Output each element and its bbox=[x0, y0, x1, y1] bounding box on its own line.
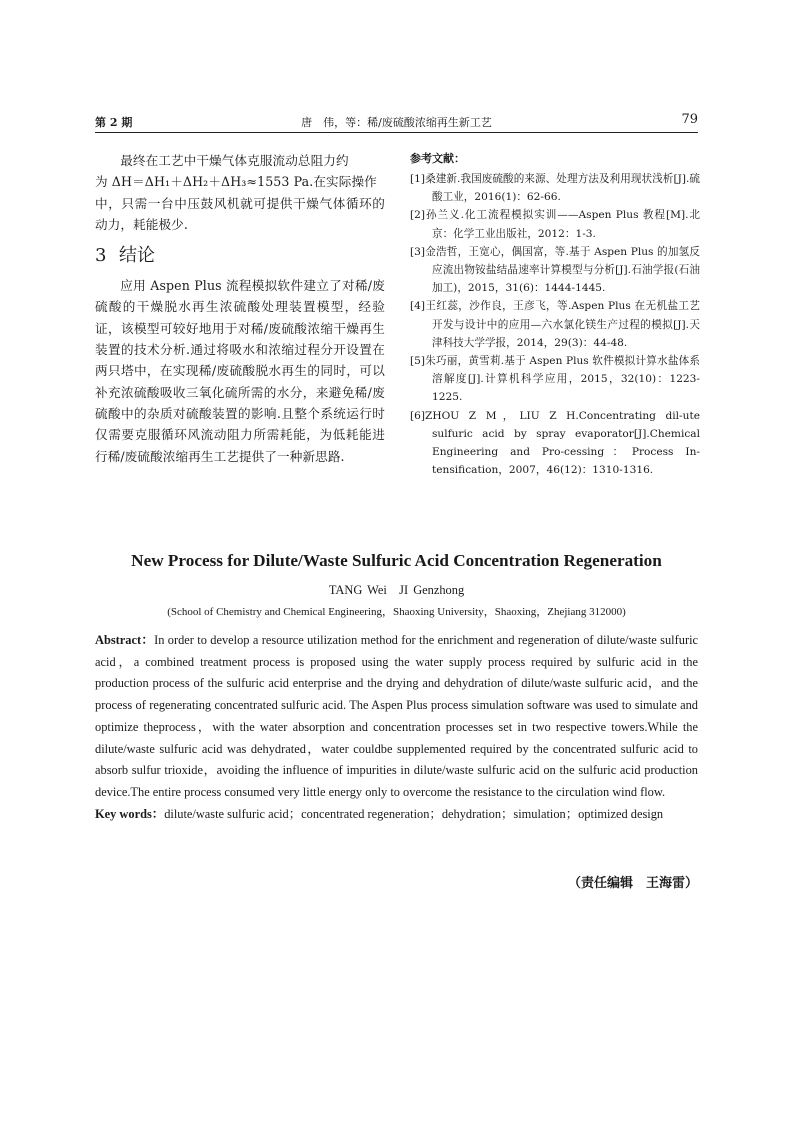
section-heading bbox=[95, 243, 385, 269]
abstract-paragraph bbox=[95, 630, 698, 804]
reference-item: [4]王红蕊，沙作良，王彦飞，等.Aspen Plus 在无机盐工艺开发与设计中的应用—六水氯化镁生产过程的模拟[J].天津科技大学学报，2014，29(3)：44-48. bbox=[410, 300, 700, 349]
english-title: New Process for Dilute/Waste Sulfuric Acid Concentration Regeneration bbox=[131, 551, 662, 570]
english-affiliation: (School of Chemistry and Chemical Engineering，Shaoxing University，Shaoxing，Zhejiang 312000) bbox=[167, 606, 626, 618]
reference-list bbox=[410, 170, 700, 479]
reference-item: [6]ZHOU Z M，LIU Z H.Concentrating dil-ute sulfuric acid by spray evaporator[J].Chemical Engineering and Pro-cessing：Process In-tensification，2007，46(12)：1310-1316. bbox=[410, 409, 700, 477]
paragraph-line: 最终在工艺中干燥气体克服流动总阻力约 bbox=[120, 153, 349, 168]
page-number: 79 bbox=[681, 112, 698, 127]
header-rule bbox=[95, 132, 698, 133]
keywords-label: Key words： bbox=[95, 806, 165, 821]
running-title: 唐 伟，等：稀/废硫酸浓缩再生新工艺 bbox=[301, 116, 492, 129]
page-header bbox=[95, 112, 698, 132]
section-title: 结论 bbox=[119, 245, 155, 267]
issue-label: 第 2 期 bbox=[95, 116, 133, 129]
english-authors: TANG Wei JI Genzhong bbox=[328, 583, 465, 597]
reference-item: [1]桑建新.我国废硫酸的来源、处理方法及利用现状浅析[J].硫酸工业，2016(1)：62-66. bbox=[410, 173, 700, 204]
abstract-label: Abstract： bbox=[95, 633, 155, 647]
reference-item: [5]朱巧丽，黄雪莉.基于 Aspen Plus 软件模拟计算水盐体系溶解度[J].计算机科学应用，2015，32(10)：1223-1225. bbox=[410, 355, 700, 404]
paragraph-text: 中，只需一台中压鼓风机就可提供干燥气体循环的动力，耗能极少. bbox=[95, 195, 385, 232]
formula-line: 为 ΔH＝ΔH₁＋ΔH₂＋ΔH₃≈1553 Pa.在实际操作 bbox=[95, 174, 377, 190]
keywords-paragraph bbox=[95, 804, 698, 826]
references-title: 参考文献： bbox=[410, 152, 465, 165]
editor-note: （责任编辑 王海雷） bbox=[567, 876, 698, 891]
reference-item: [2]孙兰义.化工流程模拟实训——Aspen Plus 教程[M].北京：化学工业出版社，2012：1-3. bbox=[410, 209, 700, 240]
section-number: 3 bbox=[95, 245, 107, 267]
reference-item: [3]金浩哲，王宽心，偶国富，等.基于 Aspen Plus 的加氢反应流出物铵盐结晶速率计算模型与分析[J].石油学报(石油加工)，2015，31(6)：1444-1445. bbox=[410, 245, 700, 295]
left-column bbox=[95, 150, 385, 467]
keywords-text: dilute/waste sulfuric acid；concentrated regeneration；dehydration；simulation；optimized design bbox=[164, 806, 664, 821]
abstract-text: In order to develop a resource utilization method for the enrichment and regeneration of dilute/waste sulfuric acid，a combined treatment process is proposed using the water supply process required by sulfuric acid in the production process of the sulfuric acid enterprise and the drying and dehydration of dilute/waste sulfuric acid，and the process of regenerating concentrated sulfuric acid. The Aspen Plus process simulation software was used to simulate and optimize theprocess，with the water absorption and concentration processes set in two respective towers.While the dilute/waste sulfuric acid was dehydrated，water couldbe supplemented required by the concentrated sulfuric acid to absorb sulfur trioxide，avoiding the influence of impurities in dilute/waste sulfuric acid on the sulfuric acid production device.The entire process consumed very little energy only to overcome the resistance to the circulation wind flow. bbox=[95, 633, 699, 799]
conclusion-paragraph: 应用 Aspen Plus 流程模拟软件建立了对稀/废硫酸的干燥脱水再生浓硫酸处理装置模型，经验证，该模型可较好地用于对稀/废硫酸浓缩干燥再生装置的技术分析.通过将吸水和浓缩过程分开设置在两只塔中，在实现稀/废硫酸脱水再生的同时，可以补充浓硫酸吸收三氧化硫所需的水分，来避免稀/废硫酸中的杂质对硫酸装置的影响.且整个系统运行时仅需要克服循环风流动阻力所需耗能，为低耗能进行稀/废硫酸浓缩再生工艺提供了一种新思路. bbox=[95, 278, 385, 464]
references-column bbox=[410, 150, 700, 479]
english-abstract-block bbox=[95, 547, 698, 825]
